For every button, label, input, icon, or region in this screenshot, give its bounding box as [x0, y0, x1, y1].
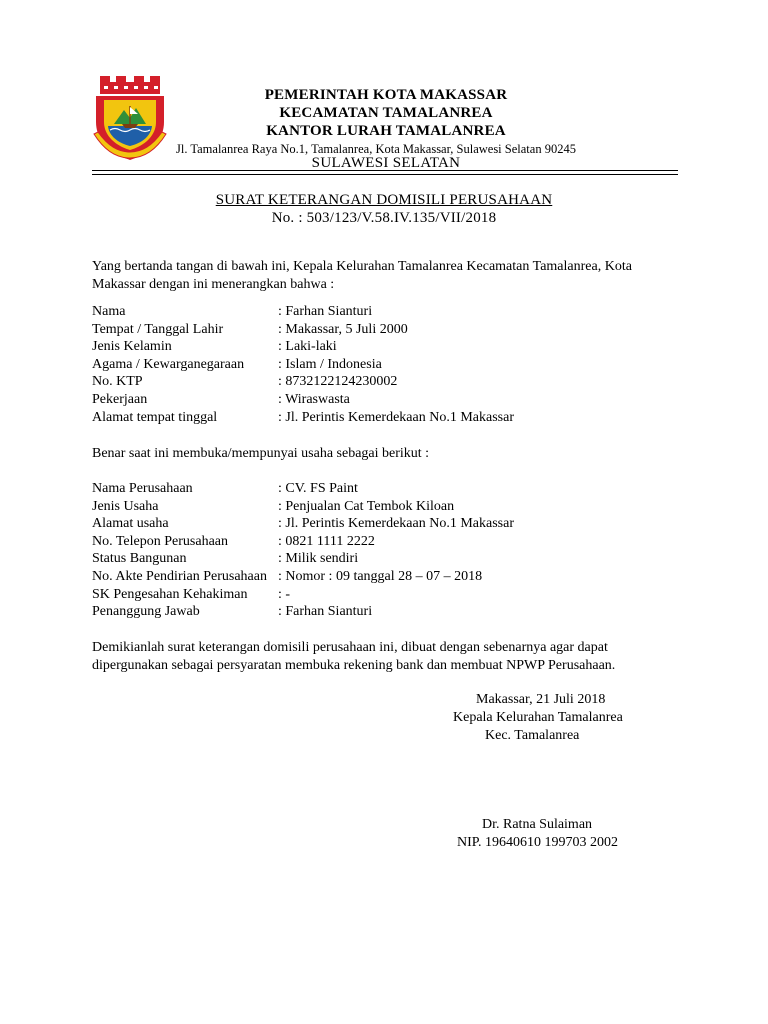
- letterhead-district: KECAMATAN TAMALANREA: [279, 105, 493, 121]
- field-label: No. KTP: [92, 374, 143, 390]
- field-label: SK Pengesahan Kehakiman: [92, 586, 248, 602]
- field-value: : Laki-laki: [278, 339, 337, 355]
- field-label: Agama / Kewarganegaraan: [92, 356, 245, 372]
- document-heading: [0, 191, 768, 227]
- business-detail-row: [92, 498, 514, 516]
- field-value: : Wiraswasta: [278, 391, 350, 407]
- field-value: : 0821 1111 2222: [278, 533, 375, 549]
- signature-district: Kec. Tamalanrea: [485, 728, 580, 743]
- intro-paragraph: Yang bertanda tangan di bawah ini, Kepala Kelurahan Tamalanrea Kecamatan Tamalanrea, Kota Makassar dengan ini menerangkan bahwa :: [92, 259, 632, 292]
- field-label: No. Telepon Perusahaan: [92, 533, 229, 549]
- business-detail-row: [92, 550, 514, 568]
- business-detail-row: [92, 480, 514, 498]
- field-value: : Farhan Sianturi: [278, 604, 373, 620]
- document-number: No. : 503/123/V.58.IV.135/VII/2018: [271, 210, 497, 226]
- person-details-table: [92, 303, 514, 426]
- field-label: Pekerjaan: [92, 391, 148, 407]
- business-detail-row: [92, 603, 514, 621]
- field-label: No. Akte Pendirian Perusahaan: [92, 568, 267, 584]
- field-label: Nama: [92, 304, 126, 319]
- letterhead-government: PEMERINTAH KOTA MAKASSAR: [264, 87, 508, 103]
- person-detail-row: [92, 373, 514, 391]
- field-label: Jenis Kelamin: [92, 339, 172, 355]
- field-label: Alamat tempat tinggal: [92, 409, 218, 425]
- field-value: : Jl. Perintis Kemerdekaan No.1 Makassar: [278, 516, 514, 532]
- business-detail-row: [92, 515, 514, 533]
- field-value: : CV. FS Paint: [278, 481, 358, 496]
- field-value: : -: [278, 586, 291, 602]
- person-detail-row: [92, 356, 514, 374]
- field-label: Alamat usaha: [92, 516, 169, 532]
- person-detail-row: [92, 321, 514, 339]
- field-value: : Islam / Indonesia: [278, 356, 382, 372]
- signatory-name: Dr. Ratna Sulaiman: [482, 817, 593, 832]
- field-value: : Jl. Perintis Kemerdekaan No.1 Makassar: [278, 409, 514, 425]
- signature-place-date: Makassar, 21 Juli 2018: [476, 692, 606, 707]
- business-details-table: [92, 480, 514, 621]
- person-detail-row: [92, 303, 514, 321]
- field-label: Nama Perusahaan: [92, 481, 193, 496]
- business-detail-row: [92, 586, 514, 604]
- letterhead-rule-thick: [92, 170, 678, 171]
- field-label: Jenis Usaha: [92, 498, 159, 514]
- field-label: Status Bangunan: [92, 551, 187, 567]
- field-label: Penanggung Jawab: [92, 604, 200, 620]
- letterhead-office: KANTOR LURAH TAMALANREA: [266, 123, 506, 139]
- field-value: : Penjualan Cat Tembok Kiloan: [278, 498, 455, 514]
- letterhead-rule-thin: [92, 174, 678, 175]
- person-detail-row: [92, 338, 514, 356]
- letterhead-address: Jl. Tamalanrea Raya No.1, Tamalanrea, Kota Makassar, Sulawesi Selatan 90245: [176, 142, 576, 156]
- person-detail-row: [92, 391, 514, 409]
- field-value: : Nomor : 09 tanggal 28 – 07 – 2018: [278, 568, 483, 584]
- field-label: Tempat / Tanggal Lahir: [92, 321, 224, 337]
- closing-paragraph: Demikianlah surat keterangan domisili perusahaan ini, dibuat dengan sebenarnya agar dapat dipergunakan sebagai persyaratan membuka rekening bank dan membuat NPWP Perusahaan.: [92, 640, 616, 673]
- field-value: : Milik sendiri: [278, 551, 359, 567]
- business-intro-paragraph: Benar saat ini membuka/mempunyai usaha sebagai berikut :: [92, 446, 430, 461]
- business-detail-row: [92, 568, 514, 586]
- signatory-nip: NIP. 19640610 199703 2002: [457, 835, 619, 850]
- person-detail-row: [92, 409, 514, 427]
- field-value: : 8732122124230002: [278, 374, 398, 390]
- signature-position: Kepala Kelurahan Tamalanrea: [453, 710, 623, 725]
- letterhead-province: SULAWESI SELATAN: [311, 155, 461, 171]
- field-value: : Farhan Sianturi: [278, 304, 373, 319]
- field-value: : Makassar, 5 Juli 2000: [278, 321, 408, 337]
- business-detail-row: [92, 533, 514, 551]
- document-title: SURAT KETERANGAN DOMISILI PERUSAHAAN: [215, 192, 553, 208]
